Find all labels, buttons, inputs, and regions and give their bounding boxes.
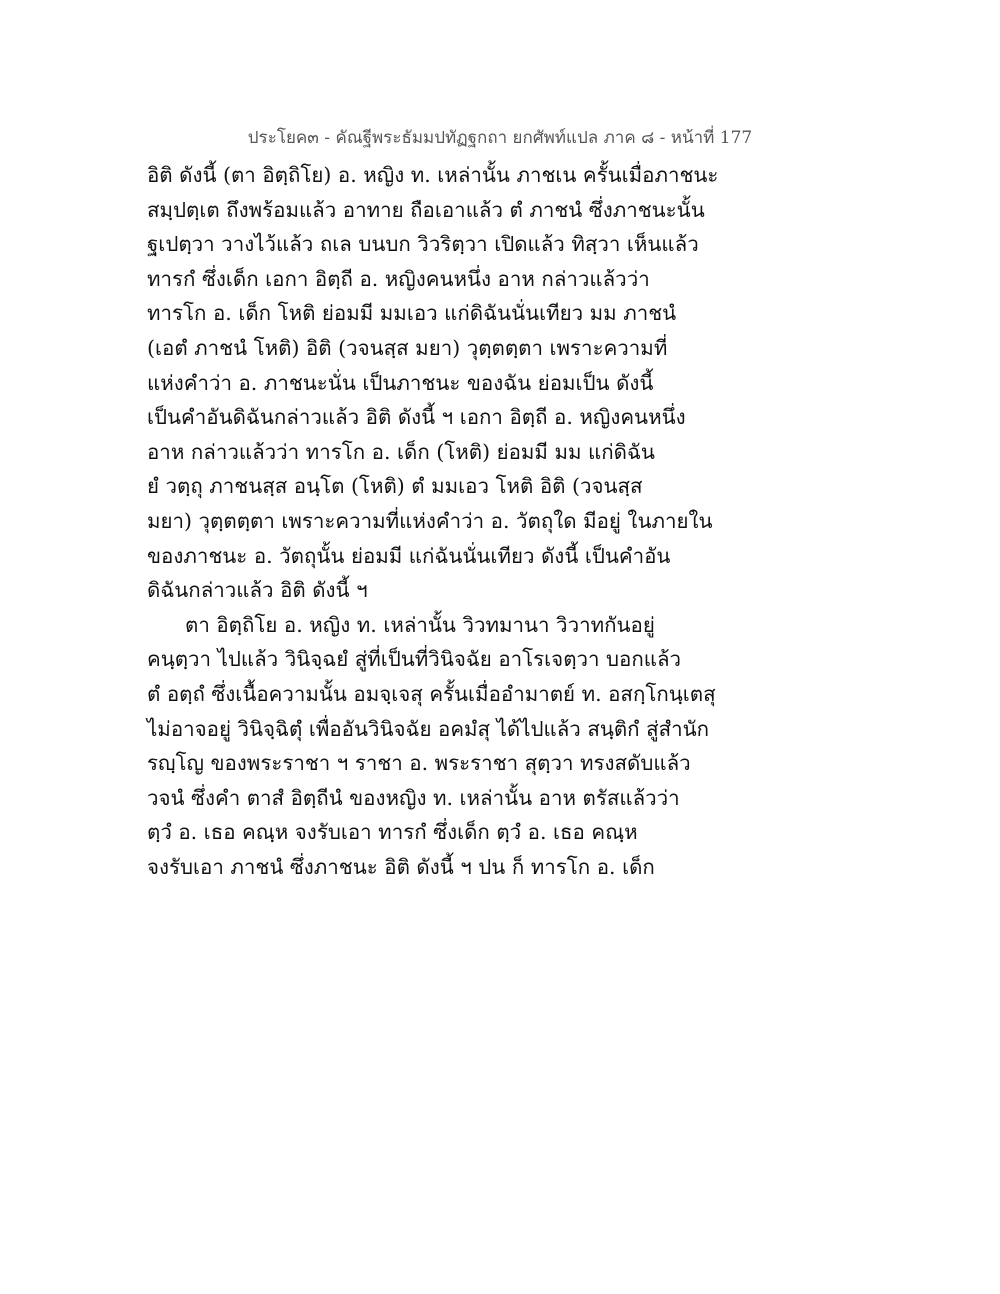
text-line: เป็นคำอันดิฉันกล่าวแล้ว อิติ ดังนี้ ฯ เอกา อิตฺถี อ. หญิงคนหนึ่ง bbox=[147, 405, 686, 430]
text-line: คนฺตฺวา ไปแล้ว วินิจฺฉยํ สู่ที่เป็นที่วินิจฉัย อาโรเจตฺวา บอกแล้ว bbox=[147, 647, 682, 672]
text-line: มยา) วุตฺตตฺตา เพราะความที่แห่งคำว่า อ. วัตถุใด มีอยู่ ในภายใน bbox=[147, 508, 713, 533]
text-line: ดิฉันกล่าวแล้ว อิติ ดังนี้ ฯ bbox=[147, 578, 368, 603]
text-line: ของภาชนะ อ. วัตถุนั้น ย่อมมี แก่ฉันนั่นเทียว ดังนี้ เป็นคำอัน bbox=[147, 543, 671, 568]
running-header bbox=[0, 124, 1000, 151]
text-line: ตํ อตฺถํ ซึ่งเนื้อความนั้น อมจฺเจสุ ครั้นเมื่ออำมาตย์ ท. อสกฺโกนฺเตสุ bbox=[147, 681, 716, 706]
text-line: อาห กล่าวแล้วว่า ทารโก อ. เด็ก (โหติ) ย่อมมี มม แก่ดิฉัน bbox=[147, 439, 655, 464]
text-line: ทารกํ ซึ่งเด็ก เอกา อิตฺถี อ. หญิงคนหนึ่ง อาห กล่าวแล้วว่า bbox=[147, 266, 650, 291]
text-line: ยํ วตฺถุ ภาชนสฺส อนฺโต (โหติ) ตํ มมเอว โหติ อิติ (วจนสฺส bbox=[147, 474, 643, 499]
header-text: ประโยค๓ - คัณฐีพระธัมมปทัฏฐกถา ยกศัพท์แปล ภาค ๘ - หน้าที่ 177 bbox=[247, 128, 753, 148]
text-line: ทารโก อ. เด็ก โหติ ย่อมมี มมเอว แก่ดิฉันนั่นเทียว มม ภาชนํ bbox=[147, 301, 677, 326]
text-line: สมฺปตฺเต ถึงพร้อมแล้ว อาทาย ถือเอาแล้ว ตํ ภาชนํ ซึ่งภาชนะนั้น bbox=[147, 197, 705, 222]
text-line: ฐเปตฺวา วางไว้แล้ว ถเล บนบก วิวริตฺวา เปิดแล้ว ทิสฺวา เห็นแล้ว bbox=[147, 232, 699, 257]
text-line: (เอตํ ภาชนํ โหติ) อิติ (วจนสฺส มยา) วุตฺตตฺตา เพราะความที่ bbox=[147, 335, 668, 360]
text-line: ไม่อาจอยู่ วินิจฺฉิตุํ เพื่ออันวินิจฉัย อคมํสุ ได้ไปแล้ว สนฺติกํ สู่สำนัก bbox=[147, 716, 710, 741]
text-line: รญฺโญ ของพระราชา ฯ ราชา อ. พระราชา สุตฺวา ทรงสดับแล้ว bbox=[147, 751, 691, 776]
text-line: อิติ ดังนี้ (ตา อิตฺถิโย) อ. หญิง ท. เหล่านั้น ภาชเน ครั้นเมื่อภาชนะ bbox=[147, 163, 719, 187]
text-line: จงรับเอา ภาชนํ ซึ่งภาชนะ อิติ ดังนี้ ฯ ปน ก็ ทารโก อ. เด็ก bbox=[147, 854, 655, 879]
body-text bbox=[147, 158, 747, 884]
text-line: แห่งคำว่า อ. ภาชนะนั่น เป็นภาชนะ ของฉัน ย่อมเป็น ดังนี้ bbox=[147, 370, 654, 395]
text-line: วจนํ ซึ่งคำ ตาสํ อิตฺถีนํ ของหญิง ท. เหล่านั้น อาห ตรัสแล้วว่า bbox=[147, 785, 680, 810]
paragraph-start-line: ตา อิตฺถิโย อ. หญิง ท. เหล่านั้น วิวทมานา วิวาทกันอยู่ bbox=[185, 612, 655, 637]
text-line: ตฺวํ อ. เธอ คณฺห จงรับเอา ทารกํ ซึ่งเด็ก ตฺวํ อ. เธอ คณฺห bbox=[147, 820, 638, 845]
